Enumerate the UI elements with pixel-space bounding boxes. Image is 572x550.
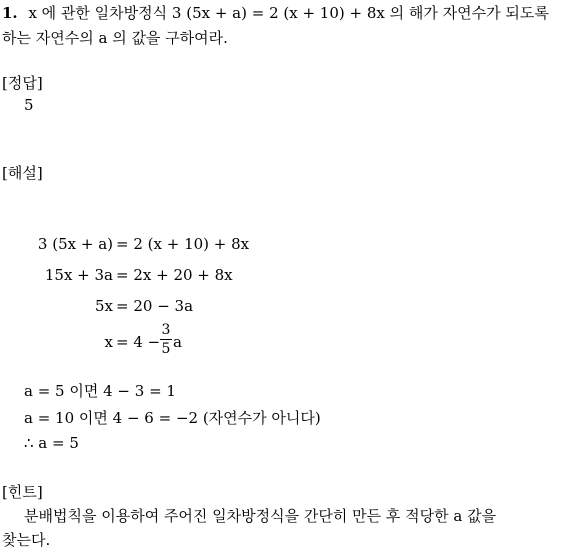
hint-label: [힌트]: [2, 483, 43, 501]
step-2-lhs: 15x + 3a: [44, 266, 113, 284]
step-1-rhs: = 2 (x + 10) + 8x: [116, 235, 250, 253]
problem-text-line2: 하는 자연수의 a 의 값을 구하여라.: [2, 29, 228, 47]
answer-value: 5: [24, 96, 34, 114]
step-1-lhs: 3 (5x + a): [37, 235, 113, 253]
step-3-lhs: 5x: [94, 297, 113, 315]
fraction-numerator: 3: [161, 322, 171, 338]
answer-label: [정답]: [2, 74, 43, 92]
problem-number: 1.: [2, 4, 18, 22]
check-line-1: a = 5 이면 4 − 3 = 1: [24, 382, 176, 400]
step-4-rhs-pre: = 4 −: [116, 333, 161, 351]
hint-text-line2: 찾는다.: [2, 531, 51, 549]
step-3-rhs: = 20 − 3a: [116, 297, 194, 315]
problem-text-line1: x 에 관한 일차방정식 3 (5x + a) = 2 (x + 10) + 8x 의 해가 자연수가 되도록: [28, 4, 549, 22]
check-line-2: a = 10 이면 4 − 6 = −2 (자연수가 아니다): [24, 409, 321, 427]
step-4-rhs-post: a: [173, 333, 182, 351]
solution-label: [해설]: [2, 164, 43, 182]
conclusion-line: ∴ a = 5: [24, 434, 79, 452]
step-2-rhs: = 2x + 20 + 8x: [116, 266, 233, 284]
fraction-denominator: 5: [161, 341, 171, 357]
step-4-lhs: x: [104, 333, 113, 351]
problem: [2, 2, 549, 23]
fraction-bar: [160, 339, 172, 340]
hint-text-line1: 분배법칙을 이용하여 주어진 일차방정식을 간단히 만든 후 적당한 a 값을: [24, 507, 497, 525]
step-4-fraction: [160, 322, 172, 357]
